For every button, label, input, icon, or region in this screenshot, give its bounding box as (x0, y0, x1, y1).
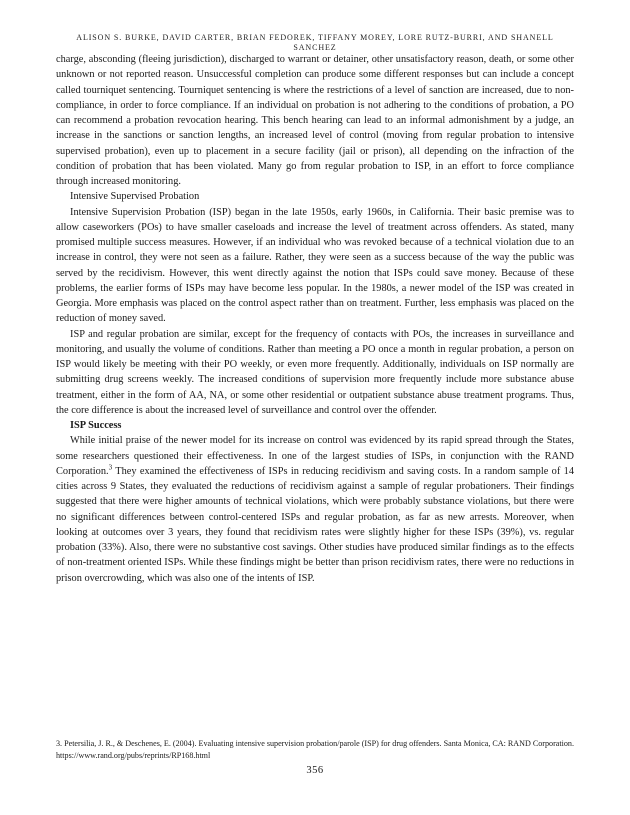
footnote-text: 3. Petersilia, J. R., & Deschenes, E. (2004). Evaluating intensive supervision probation/parole (ISP) for drug offenders. Santa Monica, CA: RAND Corporation. https://www.rand.org/pubs/reprints/RP168.html (56, 739, 574, 760)
paragraph-isp-success (56, 433, 574, 586)
section-heading-isp-success: ISP Success (70, 420, 122, 431)
page-body (56, 52, 574, 586)
paragraph-isp-history: Intensive Supervision Probation (ISP) began in the late 1950s, early 1960s, in California. Their basic premise was to allow caseworkers (POs) to have smaller caseloads and increase the level of treatment across offenders. As stated, many promised multiple success measures. However, if an individual who was revoked because of a technical violation due to an increase in control, they were not seen as a failure. Rather, they were seen as a success because of the way the public was served by the recidivism. However, this went directly against the notion that ISPs could save money. Because of these problems, the earlier forms of ISPs may have become less popular. In the 1980s, a newer model of the ISP was created in Georgia. More emphasis was placed on the control aspect rather than on treatment. Further, less emphasis was placed on the reduction of money saved. (56, 206, 574, 325)
footnote (56, 738, 574, 761)
paragraph-isp-vs-regular: ISP and regular probation are similar, except for the frequency of contacts with POs, the increases in surveillance and monitoring, and usually the volume of conditions. Rather than meeting a PO once a month in regular probation, a person on ISP would likely be meeting with their PO weekly, or even more frequently. Additionally, individuals on ISP normally are submitting drug screens weekly. The increased conditions of supervision more frequently include more substance abuse treatment, either in the form of AA, NA, or some other residential or outpatient substance abuse treatment programs. Thus, the core difference is about the increased level of surveillance and control over the offender. (56, 328, 574, 416)
paragraph-text-start: While initial praise of the newer model for its increase on control was evidenced by its rapid spread through the States, some researchers questioned their effectiveness. In one of the largest studies of ISPs, in conjunction with the RAND Corporation. (56, 435, 574, 477)
paragraph-continuation: charge, absconding (fleeing jurisdiction), discharged to warrant or detainer, other unsatisfactory reason, death, or some other unknown or not reported reason. Unsuccessful completion can produce some different responses but can include a concept called tourniquet sentencing. Tourniquet sentencing is where the restrictions of a level of sanction are increased, due to non-compliance, in order to force compliance. If an individual on probation is not adhering to the conditions of probation, a PO can recommend a probation revocation hearing. This bench hearing can lead to an informal admonishment by a judge, an increase in the sanctions or sanction lengths, an increased level of control (moving from regular probation to intensive supervised probation), even up to placement in a secure facility (jail or prison), all depending on the infraction of the condition of probation that has been violated. Many go from regular probation to ISP, in an effort to force compliance through increased monitoring. (56, 54, 574, 187)
running-header (60, 33, 570, 53)
header-authors: ALISON S. BURKE, DAVID CARTER, BRIAN FEDOREK, TIFFANY MOREY, LORE RUTZ-BURRI, AND SHANELL SANCHEZ (76, 33, 554, 52)
paragraph-text-end: They examined the effectiveness of ISPs in reducing recidivism and saving costs. In a random sample of 14 cities across 9 States, they evaluated the reductions of recidivism against a sample of regular probationers. Their findings suggested that there were higher amounts of technical violations, which were probably substance violations, but there were no significant differences between control-centered ISPs and regular probation, as far as new arrests. Moreover, when looking at outcomes over 3 years, they found that recidivism rates were slightly higher for these ISPs (39%), vs. regular probation (33%). Also, there were no substantive cost savings. Other studies have produced similar findings as to the effects of non-treatment oriented ISPs. While these findings might be better than prison recidivism rates, there were no reductions in prison overcrowding, which was also one of the intents of ISP. (56, 465, 575, 584)
footnote-reference[interactable]: 3 (108, 463, 113, 472)
section-heading-intensive-supervised-probation: Intensive Supervised Probation (70, 191, 200, 203)
page-number: 356 (306, 765, 324, 776)
